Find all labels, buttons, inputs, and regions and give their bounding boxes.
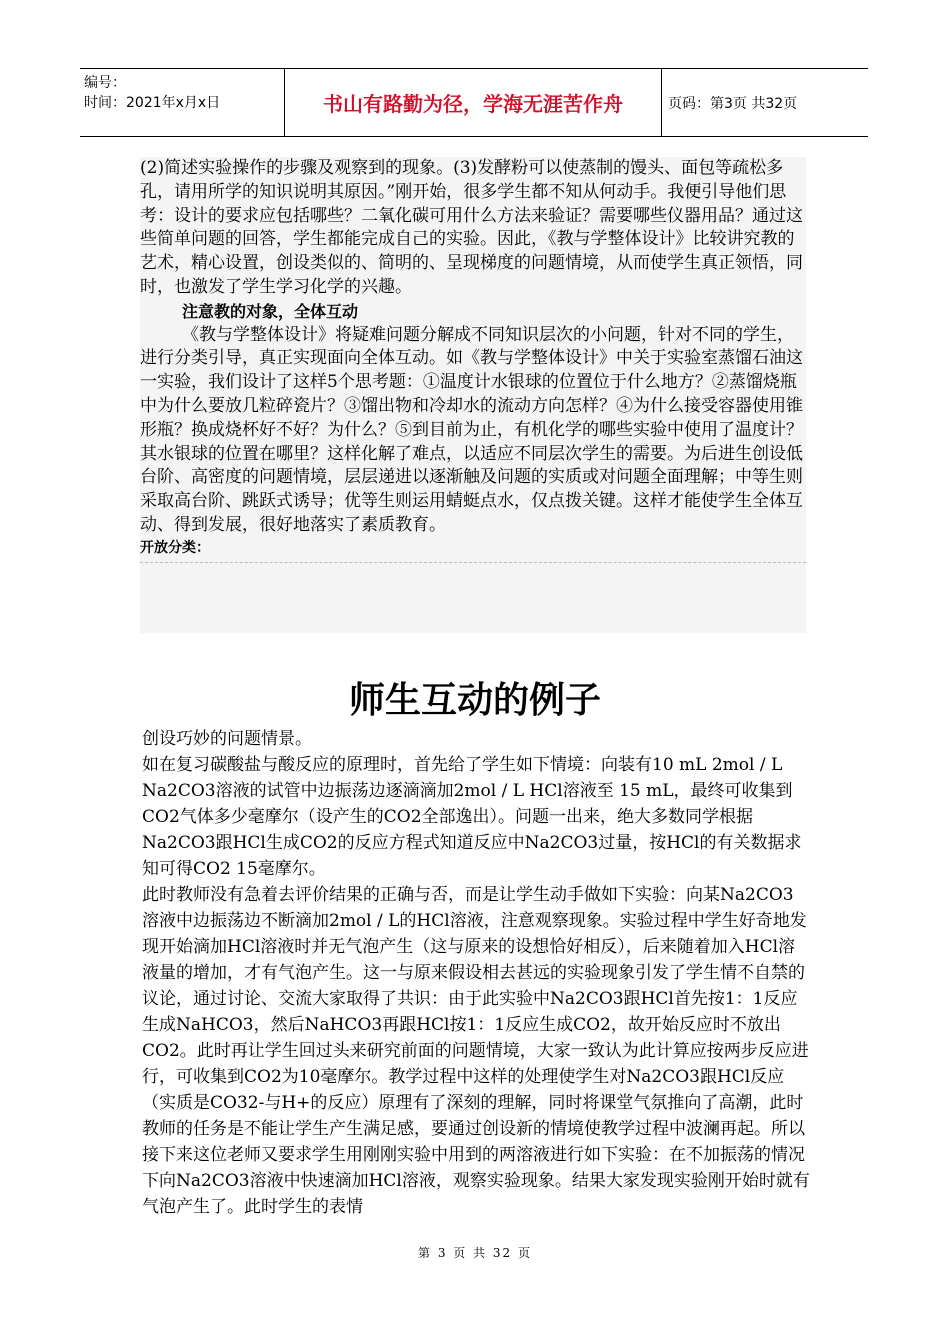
header-page-info: 页码：第3页 共32页 xyxy=(668,95,798,112)
quoted-text-block xyxy=(140,157,806,633)
header-meta xyxy=(80,69,285,136)
page-header xyxy=(80,68,868,137)
page-footer: 第 3 页 共 32 页 xyxy=(418,1246,532,1260)
article-paragraph-3: 此时教师没有急着去评价结果的正确与否，而是让学生动手做如下实验：向某Na2CO3溶液中边振荡边不断滴加2mol / L的HCl溶液，注意观察现象。实验过程中学生好奇地发现开始滴加HCl溶液时并无气泡产生（这与原来的设想恰好相反），后来随着加入HCl溶液量的增加，才有气泡产生。这一与原来假设相去甚远的实验现象引发了学生情不自禁的议论，通过讨论、交流大家取得了共识：由于此实验中Na2CO3跟HCl首先按1：1反应生成NaHCO3，然后NaHCO3再跟HCl按1：1反应生成CO2，故开始反应时不放出CO2。此时再让学生回过头来研究前面的问题情境，大家一致认为此计算应按两步反应进行，可收集到CO2为10毫摩尔。教学过程中这样的处理使学生对Na2CO3跟HCl反应（实质是CO32-与H+的反应）原理有了深刻的理解，同时将课堂气氛推向了高潮，此时教师的任务是不能让学生产生满足感，要通过创设新的情境使教学过程中波澜再起。所以接下来这位老师又要求学生用刚刚实验中用到的两溶液进行如下实验：在不加振荡的情况下向Na2CO3溶液中快速滴加HCl溶液，观察实验现象。结果大家发现实验刚开始时就有气泡产生了。此时学生的表情 xyxy=(142,885,810,1217)
document-number-label: 编号： xyxy=(84,75,126,91)
header-motto: 书山有路勤为径，学海无涯苦作舟 xyxy=(285,69,662,136)
box-subheading: 注意教的对象，全体互动 xyxy=(182,301,359,321)
article-paragraph-2: 如在复习碳酸盐与酸反应的原理时，首先给了学生如下情境：向装有10 mL 2mol / L Na2CO3溶液的试管中边振荡边逐滴滴加2mol / L HCl溶液至 15 mL，最终可收集到CO2气体多少毫摩尔（设产生的CO2全部逸出）。问题一出来，绝大多数同学根据Na2CO3跟HCl生成CO2的反应方程式知道反应中Na2CO3过量，按HCl的有关数据求知可得CO2 15毫摩尔。 xyxy=(142,755,802,879)
box-paragraph-1: (2)简述实验操作的步骤及观察到的现象。(3)发酵粉可以使蒸制的馒头、面包等疏松多孔，请用所学的知识说明其原因。”刚开始，很多学生都不知从何动手。我便引导他们思考：设计的要求应包括哪些？二氧化碳可用什么方法来验证？需要哪些仪器用品？通过这些简单问题的回答，学生都能完成自己的实验。因此，《教与学整体设计》比较讲究教的艺术，精心设置，创设类似的、简明的、呈现梯度的问题情境，从而使学生真正领悟，同时，也激发了学生学习化学的兴趣。 xyxy=(140,158,803,297)
article-body xyxy=(142,726,810,1220)
open-category-label: 开放分类： xyxy=(140,538,806,563)
box-paragraph-2: 《教与学整体设计》将疑难问题分解成不同知识层次的小问题，针对不同的学生，进行分类引导，真正实现面向全体互动。如《教与学整体设计》中关于实验室蒸馏石油这一实验，我们设计了这样5个思考题：①温度计水银球的位置位于什么地方？②蒸馏烧瓶中为什么要放几粒碎瓷片？③馏出物和冷却水的流动方向怎样？④为什么接受容器使用锥形瓶？换成烧杯好不好？为什么？⑤到目前为止，有机化学的哪些实验中使用了温度计？其水银球的位置在哪里？这样化解了难点，以适应不同层次学生的需要。为后进生创设低台阶、高密度的问题情境，层层递进以逐渐触及问题的实质或对问题全面理解；中等生则采取高台阶、跳跃式诱导；优等生则运用蜻蜓点水，仅点拨关键。这样才能使学生全体互动、得到发展，很好地落实了素质教育。 xyxy=(140,324,803,535)
article-title: 师生互动的例子 xyxy=(348,680,601,721)
article-paragraph-1: 创设巧妙的问题情景。 xyxy=(142,729,312,749)
document-time: 时间：2021年x月x日 xyxy=(84,95,221,111)
